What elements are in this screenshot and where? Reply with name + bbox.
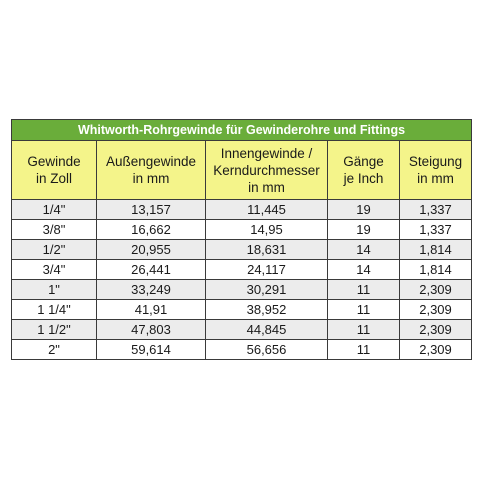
table-row (12, 200, 472, 220)
cell-outer-diameter: 13,157 (97, 200, 206, 220)
cell-thread-inch: 1 1/2" (12, 320, 97, 340)
cell-thread-inch: 3/4" (12, 260, 97, 280)
cell-pitch: 1,814 (400, 240, 472, 260)
cell-threads-per-inch: 19 (328, 220, 400, 240)
cell-threads-per-inch: 11 (328, 320, 400, 340)
cell-thread-inch: 1/4" (12, 200, 97, 220)
cell-core-diameter: 14,95 (206, 220, 328, 240)
cell-core-diameter: 44,845 (206, 320, 328, 340)
cell-outer-diameter: 16,662 (97, 220, 206, 240)
cell-pitch: 2,309 (400, 280, 472, 300)
table-row (12, 260, 472, 280)
cell-threads-per-inch: 11 (328, 340, 400, 360)
cell-outer-diameter: 59,614 (97, 340, 206, 360)
cell-thread-inch: 1/2" (12, 240, 97, 260)
table-row (12, 320, 472, 340)
cell-pitch: 1,337 (400, 220, 472, 240)
header-threads-per-inch: Gänge je Inch (328, 141, 400, 200)
cell-threads-per-inch: 14 (328, 240, 400, 260)
cell-pitch: 2,309 (400, 340, 472, 360)
table-row (12, 240, 472, 260)
table-row (12, 340, 472, 360)
cell-core-diameter: 24,117 (206, 260, 328, 280)
cell-pitch: 2,309 (400, 320, 472, 340)
whitworth-thread-table (11, 119, 472, 360)
cell-core-diameter: 38,952 (206, 300, 328, 320)
cell-pitch: 2,309 (400, 300, 472, 320)
cell-core-diameter: 56,656 (206, 340, 328, 360)
table-header-row (12, 141, 472, 200)
cell-outer-diameter: 20,955 (97, 240, 206, 260)
table-row (12, 300, 472, 320)
table-row (12, 280, 472, 300)
cell-thread-inch: 1" (12, 280, 97, 300)
header-pitch: Steigung in mm (400, 141, 472, 200)
table-title: Whitworth-Rohrgewinde für Gewinderohre und Fittings (12, 120, 472, 141)
thread-table-container (11, 119, 471, 360)
cell-outer-diameter: 26,441 (97, 260, 206, 280)
cell-pitch: 1,814 (400, 260, 472, 280)
cell-thread-inch: 3/8" (12, 220, 97, 240)
cell-outer-diameter: 41,91 (97, 300, 206, 320)
header-outer-diameter: Außengewinde in mm (97, 141, 206, 200)
cell-threads-per-inch: 19 (328, 200, 400, 220)
cell-outer-diameter: 47,803 (97, 320, 206, 340)
cell-core-diameter: 30,291 (206, 280, 328, 300)
cell-core-diameter: 18,631 (206, 240, 328, 260)
cell-outer-diameter: 33,249 (97, 280, 206, 300)
cell-threads-per-inch: 11 (328, 300, 400, 320)
table-title-row (12, 120, 472, 141)
cell-thread-inch: 1 1/4" (12, 300, 97, 320)
header-core-diameter: Innengewinde / Kerndurchmesser in mm (206, 141, 328, 200)
cell-threads-per-inch: 14 (328, 260, 400, 280)
cell-pitch: 1,337 (400, 200, 472, 220)
cell-thread-inch: 2" (12, 340, 97, 360)
cell-threads-per-inch: 11 (328, 280, 400, 300)
header-thread-inch: Gewinde in Zoll (12, 141, 97, 200)
cell-core-diameter: 11,445 (206, 200, 328, 220)
table-row (12, 220, 472, 240)
